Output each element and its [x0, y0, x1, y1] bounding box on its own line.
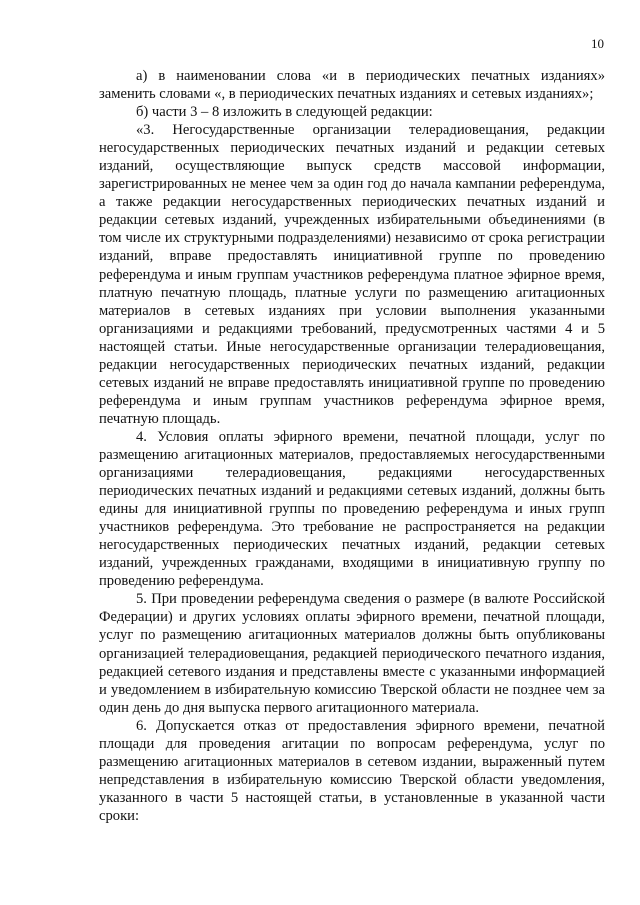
- page-number: 10: [591, 36, 604, 51]
- paragraph-part-4: 4. Условия оплаты эфирного времени, печатной площади, услуг по размещению агитационных материалов, предоставляемых негосударственными организациями телерадиовещания, редакциями негосударственных периодических печатных изданий и редакциями сетевых изданий, должны быть едины для инициативной группы по проведению референдума и иных групп участников референдума. Это требование не распространяется на редакции негосударственных периодических печатных изданий, редакции сетевых изданий, учрежденных гражданами, входящими в инициативную группу по проведению референдума.: [99, 428, 605, 590]
- paragraph-b: б) части 3 – 8 изложить в следующей редакции:: [136, 104, 433, 121]
- document-body: [99, 67, 605, 825]
- paragraph-part-6: 6. Допускается отказ от предоставления эфирного времени, печатной площади для проведения агитации по вопросам референдума, услуг по размещению агитационных материалов в сетевом издании, выраженный путем непредставления в избирательную комиссию Тверской области уведомления, указанного в части 5 настоящей статьи, в установленные в указанной части сроки:: [99, 717, 605, 824]
- paragraph-part-5: 5. При проведении референдума сведения о размере (в валюте Российской Федерации) и других условиях оплаты эфирного времени, печатной площади, услуг по размещению агитационных материалов должны быть опубликованы организацией телерадиовещания, редакцией периодического печатного издания, редакцией сетевого издания и представлены вместе с указанными информацией и уведомлением в избирательную комиссию Тверской области не позднее чем за один день до дня выпуска первого агитационного материала.: [99, 591, 605, 716]
- paragraph-part-3: «3. Негосударственные организации телерадиовещания, редакции негосударственных периодических печатных изданий и редакции сетевых изданий, осуществляющие выпуск средств массовой информации, зарегистрированных не менее чем за один год до начала кампании референдума, а также редакции негосударственных периодических печатных изданий и редакции сетевых изданий, учрежденных избирательными объединениями (в том числе их структурными подразделениями) независимо от срока регистрации изданий, вправе предоставлять инициативной группе по проведению референдума и иным группам участников референдума платное эфирное время, платную печатную площадь, платные услуги по размещению агитационных материалов в сетевых изданиях при условии выполнения указанными организациями и редакциями требований, предусмотренных частями 4 и 5 настоящей статьи. Иные негосударственные организации телерадиовещания, редакции негосударственных периодических печатных изданий, редакции сетевых изданий не вправе предоставлять инициативной группе по проведению референдума и иным группам участников референдума эфирное время, печатную площадь.: [99, 122, 605, 427]
- paragraph-a: а) в наименовании слова «и в периодических печатных изданиях» заменить словами «, в периодических печатных изданиях и сетевых изданиях»;: [99, 68, 605, 103]
